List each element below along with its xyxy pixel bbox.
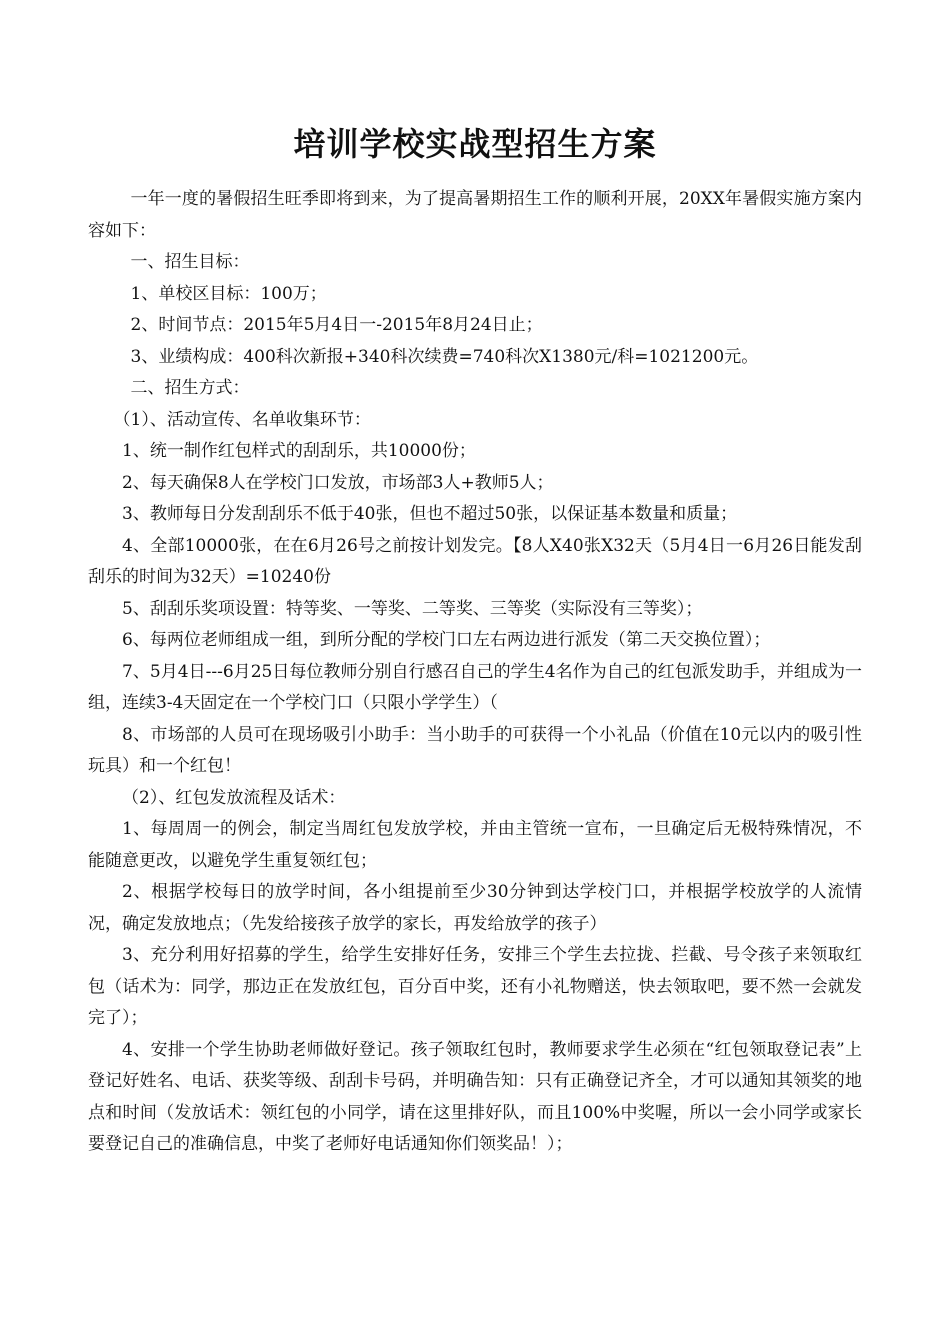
paragraph: 二、招生方式：: [130, 378, 250, 398]
paragraph: 4、全部10000张，在在6月26号之前按计划发完。【8人X40张X32天（5月4日一6月26日能发刮刮乐的时间为32天）=10240份: [88, 535, 862, 587]
paragraph: 1、每周周一的例会，制定当周红包发放学校，并由主管统一宣布，一旦确定后无极特殊情况，不能随意更改，以避免学生重复领红包；: [88, 819, 862, 871]
paragraph: 7、5月4日---6月25日每位教师分别自行感召自己的学生4名作为自己的红包派发助手，并组成为一组，连续3-4天固定在一个学校门口（只限小学学生）（: [88, 661, 862, 713]
paragraph: 2、时间节点：2015年5月4日一-2015年8月24日止；: [130, 315, 543, 335]
paragraph: 一、招生目标：: [130, 252, 250, 272]
paragraph: （2）、红包发放流程及话术：: [122, 787, 346, 808]
paragraph: （1）、活动宣传、名单收集环节：: [113, 409, 371, 430]
document-body: [88, 184, 862, 1161]
paragraph: 1、单校区目标：100万；: [130, 283, 327, 304]
paragraph: 3、教师每日分发刮刮乐不低于40张，但也不超过50张，以保证基本数量和质量；: [122, 504, 738, 524]
paragraph: 2、每天确保8人在学校门口发放，市场部3人+教师5人；: [122, 472, 554, 493]
paragraph: 5、刮刮乐奖项设置：特等奖、一等奖、二等奖、三等奖（实际没有三等奖）；: [122, 598, 703, 619]
paragraph: 3、业绩构成：400科次新报+340科次续费=740科次X1380元/科=1021200元。: [130, 346, 759, 367]
paragraph: 1、统一制作红包样式的刮刮乐，共10000份；: [122, 441, 476, 461]
paragraph: 3、充分利用好招募的学生，给学生安排好任务，安排三个学生去拉拢、拦截、号令孩子来领取红包（话术为：同学，那边正在发放红包，百分百中奖，还有小礼物赠送，快去领取吧，要不然一会就发完了）；: [88, 945, 862, 1028]
paragraph: 8、市场部的人员可在现场吸引小助手：当小助手的可获得一个小礼品（价值在10元以内的吸引性玩具）和一个红包！: [88, 724, 862, 776]
paragraph: 4、安排一个学生协助老师做好登记。孩子领取红包时，教师要求学生必须在“红包领取登记表”上登记好姓名、电话、获奖等级、刮刮卡号码，并明确告知：只有正确登记齐全，才可以通知其领奖的地点和时间（发放话术：领红包的小同学，请在这里排好队，而且100%中奖喔，所以一会小同学或家长要登记自己的准确信息，中奖了老师好电话通知你们领奖品！）；: [88, 1039, 862, 1154]
paragraph: 一年一度的暑假招生旺季即将到来，为了提高暑期招生工作的顺利开展，20XX年暑假实施方案内容如下：: [88, 189, 862, 241]
paragraph: 2、根据学校每日的放学时间，各小组提前至少30分钟到达学校门口，并根据学校放学的人流情况，确定发放地点；（先发给接孩子放学的家长，再发给放学的孩子）: [88, 882, 862, 934]
paragraph: 6、每两位老师组成一组，到所分配的学校门口左右两边进行派发（第二天交换位置）；: [122, 630, 771, 650]
document-title: 培训学校实战型招生方案: [293, 125, 657, 163]
